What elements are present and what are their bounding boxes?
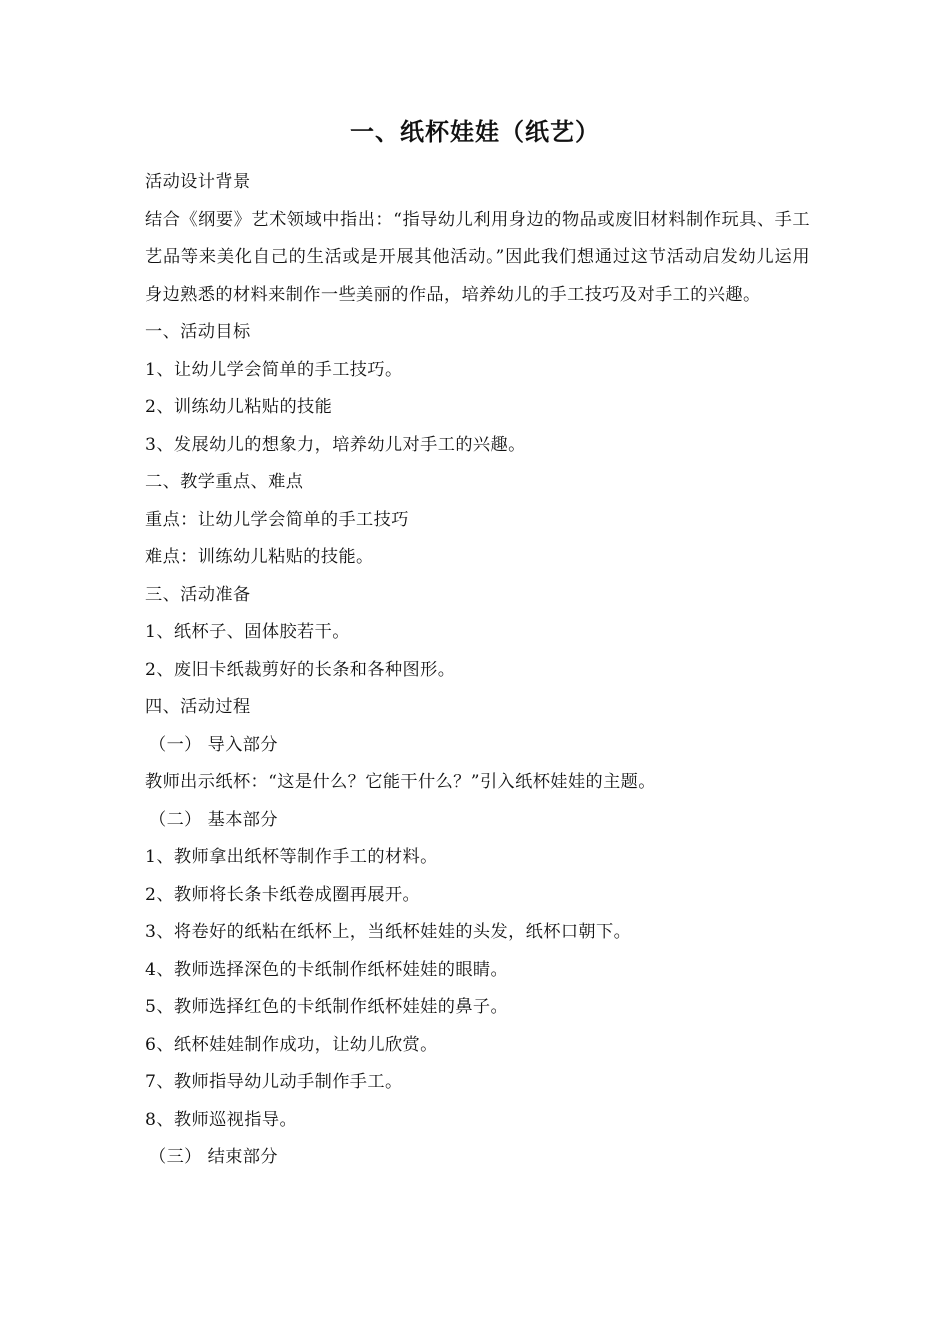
process-step: 6、纸杯娃娃制作成功，让幼儿欣赏。 bbox=[145, 1034, 438, 1055]
subsection-heading-end: （三） 结束部分 bbox=[149, 1147, 278, 1167]
section-heading-background: 活动设计背景 bbox=[145, 172, 251, 192]
goal-item: 1、让幼儿学会简单的手工技巧。 bbox=[145, 359, 403, 380]
process-step: 4、教师选择深色的卡纸制作纸杯娃娃的眼睛。 bbox=[145, 959, 509, 980]
section-heading-goals: 一、活动目标 bbox=[145, 322, 251, 342]
preparation-item: 2、废旧卡纸裁剪好的长条和各种图形。 bbox=[145, 659, 456, 680]
subsection-heading-intro: （一） 导入部分 bbox=[149, 734, 278, 755]
process-step: 2、教师将长条卡纸卷成圈再展开。 bbox=[145, 884, 421, 905]
section-heading-preparation: 三、活动准备 bbox=[145, 584, 251, 605]
key-point: 重点：让幼儿学会简单的手工技巧 bbox=[145, 509, 409, 530]
process-step: 8、教师巡视指导。 bbox=[145, 1109, 298, 1130]
process-step: 5、教师选择红色的卡纸制作纸杯娃娃的鼻子。 bbox=[145, 997, 509, 1017]
section-heading-key-points: 二、教学重点、难点 bbox=[145, 472, 304, 492]
process-step: 3、将卷好的纸粘在纸杯上，当纸杯娃娃的头发，纸杯口朝下。 bbox=[145, 922, 632, 942]
subsection-heading-main: （二） 基本部分 bbox=[149, 809, 278, 830]
intro-paragraph: 教师出示纸杯：“这是什么？它能干什么？”引入纸杯娃娃的主题。 bbox=[145, 772, 656, 792]
preparation-item: 1、纸杯子、固体胶若干。 bbox=[145, 622, 350, 642]
background-paragraph: 结合《纲要》艺术领域中指出：“指导幼儿利用身边的物品或废旧材料制作玩具、手工艺品等来美化自己的生活或是开展其他活动。”因此我们想通过这节活动启发幼儿运用身边熟悉的材料来制作一些美丽的作品，培养幼儿的手工技巧及对手工的兴趣。 bbox=[145, 209, 810, 305]
process-step: 1、教师拿出纸杯等制作手工的材料。 bbox=[145, 847, 438, 867]
goal-item: 3、发展幼儿的想象力，培养幼儿对手工的兴趣。 bbox=[145, 434, 526, 455]
page-title: 一、纸杯娃娃（纸艺） bbox=[350, 118, 600, 146]
document-body bbox=[145, 164, 810, 1177]
goal-item: 2、训练幼儿粘贴的技能 bbox=[145, 397, 333, 417]
difficult-point: 难点：训练幼儿粘贴的技能。 bbox=[145, 547, 374, 567]
process-step: 7、教师指导幼儿动手制作手工。 bbox=[145, 1072, 403, 1092]
section-heading-process: 四、活动过程 bbox=[145, 697, 251, 717]
